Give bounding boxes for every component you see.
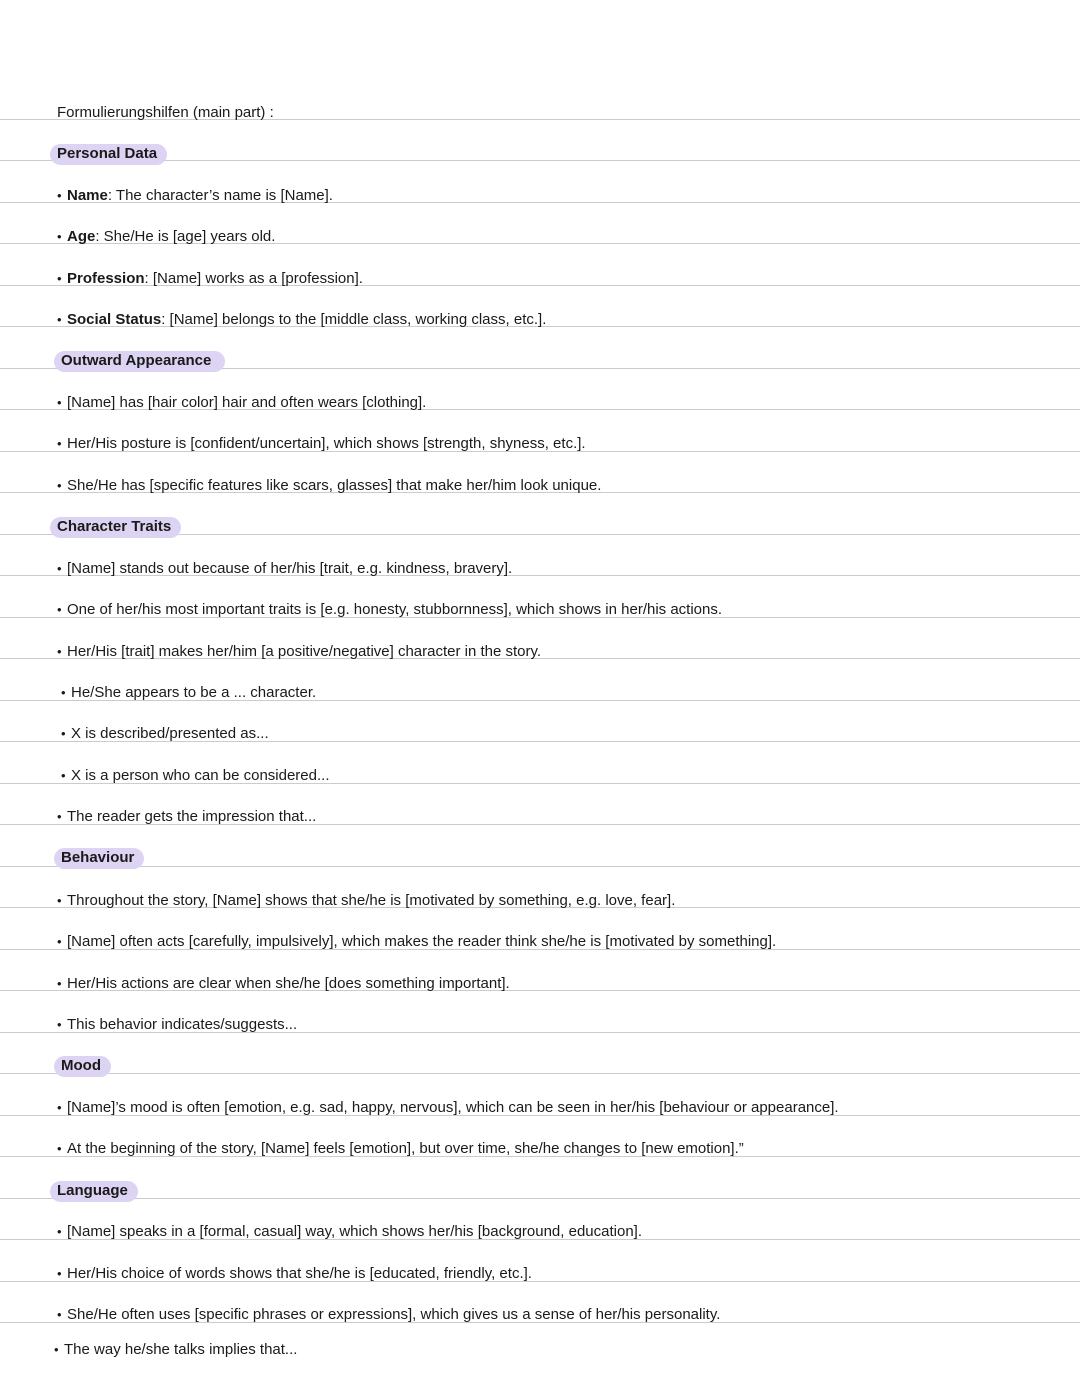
item-text: At the beginning of the story, [Name] feels [emotion], but over time, she/he changes to [new emotion].” [67,1140,744,1157]
bullet-icon: • [57,1307,62,1322]
list-item [57,435,586,453]
page-title [57,104,274,122]
bullet-icon: • [57,1100,62,1115]
section-heading-personal-data [50,144,167,165]
heading-highlight: Language [50,1181,138,1202]
list-item [57,228,275,246]
item-label: Profession [67,270,145,287]
list-item [57,975,510,993]
list-item [57,477,601,495]
item-text: She/He often uses [specific phrases or expressions], which gives us a sense of her/his personality. [67,1306,721,1323]
list-item [57,187,333,205]
list-item [54,1341,297,1359]
page-title-text: Formulierungshilfen (main part) : [57,104,274,121]
item-text: She/He has [specific features like scars, glasses] that make her/him look unique. [67,477,602,494]
heading-highlight: Personal Data [50,144,167,165]
bullet-icon: • [57,229,62,244]
list-item [57,1223,642,1241]
bullet-icon: • [57,893,62,908]
item-text: This behavior indicates/suggests... [67,1016,298,1033]
list-item [57,933,776,951]
list-item [57,643,541,661]
item-text: [Name] often acts [carefully, impulsively], which makes the reader think she/he is [motivated by something]. [67,933,777,950]
heading-highlight: Outward Appearance [54,351,225,372]
list-item [61,684,316,702]
item-text: X is described/presented as... [71,725,269,742]
item-text: [Name]’s mood is often [emotion, e.g. sad, happy, nervous], which can be seen in her/his [behaviour or appearance]. [67,1099,839,1116]
bullet-icon: • [57,478,62,493]
bullet-icon: • [57,1224,62,1239]
ruled-line [0,1073,1080,1074]
list-item [57,311,546,329]
item-text: X is a person who can be considered... [71,767,330,784]
item-text: [Name] speaks in a [formal, casual] way, which shows her/his [background, education]. [67,1223,643,1240]
bullet-icon: • [57,395,62,410]
item-text: The reader gets the impression that... [67,808,317,825]
item-text: One of her/his most important traits is [e.g. honesty, stubbornness], which shows in her/his actions. [67,601,723,618]
list-item [57,1265,532,1283]
list-item [57,1140,744,1158]
item-text: Her/His choice of words shows that she/he is [educated, friendly, etc.]. [67,1265,532,1282]
bullet-icon: • [57,271,62,286]
bullet-icon: • [61,768,66,783]
item-text: : [Name] belongs to the [middle class, working class, etc.]. [161,311,547,328]
bullet-icon: • [57,1017,62,1032]
list-item [61,725,269,743]
item-text: [Name] has [hair color] hair and often wears [clothing]. [67,394,427,411]
list-item [57,1306,720,1324]
bullet-icon: • [54,1342,59,1357]
section-heading-outward-appearance [54,351,225,372]
item-label: Name [67,187,108,204]
list-item [57,1099,839,1117]
bullet-icon: • [57,312,62,327]
list-item [57,892,675,910]
list-item [57,1016,297,1034]
heading-highlight: Mood [54,1056,111,1077]
item-text: Her/His actions are clear when she/he [does something important]. [67,975,510,992]
bullet-icon: • [57,644,62,659]
ruled-line [0,866,1080,867]
item-text: [Name] stands out because of her/his [trait, e.g. kindness, bravery]. [67,560,513,577]
bullet-icon: • [57,602,62,617]
list-item [57,601,722,619]
section-heading-character-traits [50,517,181,538]
item-text: : The character’s name is [Name]. [107,187,333,204]
section-heading-mood [54,1056,111,1077]
list-item [57,394,426,412]
bullet-icon: • [57,1266,62,1281]
bullet-icon: • [61,685,66,700]
list-item [57,560,512,578]
bullet-icon: • [57,561,62,576]
section-heading-language [50,1181,138,1202]
bullet-icon: • [57,188,62,203]
ruled-line [0,1198,1080,1199]
item-text: Her/His [trait] makes her/him [a positive/negative] character in the story. [67,643,542,660]
bullet-icon: • [57,976,62,991]
item-text: : [Name] works as a [profession]. [144,270,363,287]
item-text: The way he/she talks implies that... [64,1341,298,1358]
item-text: He/She appears to be a ... character. [71,684,317,701]
bullet-icon: • [57,934,62,949]
bullet-icon: • [61,726,66,741]
list-item [57,808,316,826]
list-item [57,270,363,288]
item-label: Age [67,228,96,245]
heading-highlight: Behaviour [54,848,144,869]
bullet-icon: • [57,436,62,451]
item-text: : She/He is [age] years old. [95,228,276,245]
bullet-icon: • [57,809,62,824]
item-text: Throughout the story, [Name] shows that she/he is [motivated by something, e.g. love, fear]. [67,892,676,909]
bullet-icon: • [57,1141,62,1156]
heading-highlight: Character Traits [50,517,181,538]
item-label: Social Status [67,311,162,328]
section-heading-behaviour [54,848,144,869]
item-text: Her/His posture is [confident/uncertain], which shows [strength, shyness, etc.]. [67,435,586,452]
list-item [61,767,330,785]
